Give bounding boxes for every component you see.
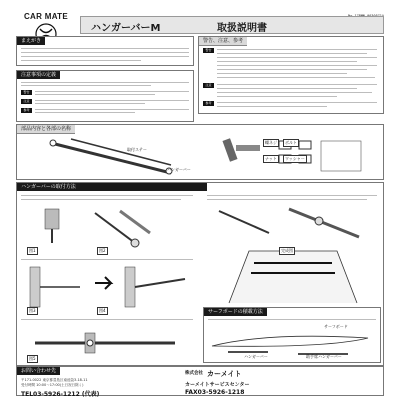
parts-label-hanger: ハンガーバー <box>167 167 191 172</box>
manual-title: 取扱説明書 <box>217 23 267 34</box>
warnings-box <box>198 36 384 114</box>
intro-box <box>16 36 194 66</box>
note-tag: 参考 <box>21 108 32 113</box>
fig5-label: 図5 <box>29 356 36 361</box>
step3-illustration <box>25 323 195 363</box>
parts-box <box>16 124 384 180</box>
caution-definitions-header: 注意事項の定義 <box>17 71 60 79</box>
step4-illustration <box>209 203 379 243</box>
warnings-caution-tag: 注意 <box>203 83 214 88</box>
fig1-label: 図1 <box>29 248 36 253</box>
step2-illustration <box>25 263 195 315</box>
title-bar <box>80 16 384 34</box>
surf-hanger-left-label: ハンガーバー <box>244 354 268 359</box>
caution-definitions-box <box>16 70 194 122</box>
surfboard-header: サーフボードの積載方法 <box>204 308 267 316</box>
surf-hanger-right-label: 助手席ハンガーバー <box>306 354 342 359</box>
completed-label: 完成図 <box>281 248 293 253</box>
parts-illustration <box>21 135 381 179</box>
surfboard-label: サーフボード <box>324 324 348 329</box>
fig4-label: 図4 <box>99 308 106 313</box>
service-center: カーメイトサービスセンター <box>185 382 250 388</box>
parts-label-a: 蝶ネジ <box>265 140 277 145</box>
intro-header: まえがき <box>17 37 45 45</box>
warnings-warning-tag: 警告 <box>203 48 214 53</box>
surfboard-box <box>203 307 381 363</box>
contact-hours: 受付時間 10:00～17:00(土日祝日除く) <box>21 383 84 387</box>
contact-address: 〒171-0022 東京都豊島区南池袋3-18-11 <box>21 378 88 382</box>
warning-tag: 警告 <box>21 90 32 95</box>
parts-label-c: ナット <box>265 156 277 161</box>
warnings-note-tag: 参考 <box>203 101 214 106</box>
fig3-label: 図3 <box>29 308 36 313</box>
parts-header: 部品内容と各部の名称 <box>17 125 75 134</box>
company-prefix: 株式会社 <box>185 371 203 376</box>
parts-label-d: ワッシャー <box>285 156 305 161</box>
product-name: ハンガーバーM <box>91 23 161 34</box>
parts-label-center: 取付ステー <box>127 147 147 152</box>
brand-name: CAR MATE <box>23 12 69 21</box>
mounting-box <box>16 182 384 366</box>
company-name: カーメイト <box>207 370 242 378</box>
step1-illustration <box>25 203 195 255</box>
contact-box <box>16 366 384 396</box>
contact-header: お問い合わせ先 <box>17 367 60 375</box>
mounting-header: ハンガーバーの取付方法 <box>17 183 207 191</box>
surfboard-illustration <box>208 324 378 362</box>
parts-label-b: ボルト <box>285 140 297 145</box>
warnings-header: 警告、注意、参考 <box>199 37 247 46</box>
contact-fax: FAX03-5926-1218 <box>185 389 245 396</box>
fig2-label: 図2 <box>99 248 106 253</box>
caution-tag: 注意 <box>21 99 32 104</box>
contact-tel: TEL03-5926-1212 (代表) <box>21 391 100 398</box>
